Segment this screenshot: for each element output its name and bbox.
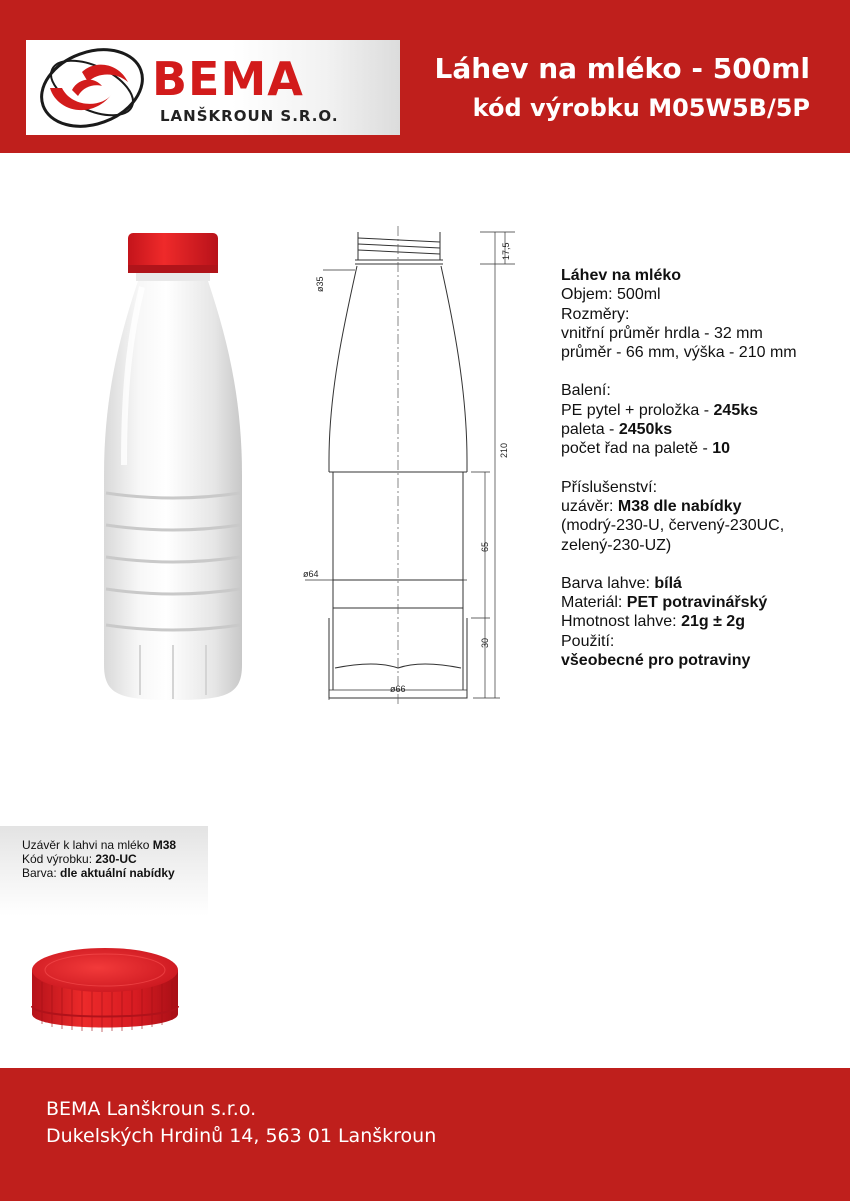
product-code: kód výrobku M05W5B/5P (472, 94, 810, 122)
spec-list (561, 266, 841, 670)
spec-pallet: paleta - 2450ks (561, 421, 673, 439)
logo-subtitle: LANŠKROUN S.R.O. (160, 107, 339, 125)
dim-base-diameter: ø66 (390, 684, 406, 694)
spec-weight: Hmotnost lahve: 21g ± 2g (561, 613, 745, 631)
cap-info-line-3: Barva: dle aktuální nabídky (22, 866, 175, 880)
logo-name: BEMA (152, 52, 304, 106)
cap-info-line-1: Uzávěr k lahvi na mléko M38 (22, 838, 177, 852)
spec-accessories-label: Příslušenství: (561, 478, 658, 496)
spec-bag: PE pytel + proložka - 245ks (561, 401, 759, 419)
footer (0, 1068, 850, 1201)
spec-size: průměr - 66 mm, výška - 210 mm (561, 344, 797, 362)
footer-address: Dukelských Hrdinů 14, 563 01 Lanškroun (46, 1125, 437, 1147)
header-banner (0, 0, 850, 153)
spec-cap-variants-2: zelený-230-UZ) (561, 536, 672, 554)
spec-color: Barva lahve: bílá (561, 574, 682, 592)
cap-info-line-2: Kód výrobku: 230-UC (22, 852, 137, 866)
page-title: Láhev na mléko - 500ml (434, 52, 810, 85)
spec-volume: Objem: 500ml (561, 286, 661, 304)
company-logo (26, 40, 400, 135)
dim-neck-diameter: ø35 (315, 276, 325, 292)
spec-usage-label: Použití: (561, 632, 615, 650)
spec-cap: uzávěr: M38 dle nabídky (561, 497, 742, 515)
technical-drawing (295, 220, 525, 710)
spec-neck: vnitřní průměr hrdla - 32 mm (561, 324, 763, 342)
footer-company: BEMA Lanškroun s.r.o. (46, 1098, 257, 1120)
dim-body-height: 65 (480, 541, 490, 552)
spec-packaging-label: Balení: (561, 382, 611, 400)
spec-material: Materiál: PET potravinářský (561, 594, 768, 612)
dim-base-height: 30 (480, 637, 490, 648)
spec-cap-variants-1: (modrý-230-U, červený-230UC, (561, 517, 785, 535)
bema-swirl-icon (32, 42, 152, 132)
dim-neck-height: 17,5 (501, 242, 511, 260)
bottle-photo (90, 225, 270, 715)
dim-total-height: 210 (499, 442, 509, 458)
spec-rows: počet řad na paletě - 10 (561, 440, 731, 458)
cap-info-box (0, 826, 208, 916)
spec-title: Láhev na mléko (561, 267, 682, 284)
dim-body-diameter: ø64 (303, 569, 319, 579)
cap-photo (28, 940, 183, 1040)
spec-dimensions-label: Rozměry: (561, 305, 630, 323)
spec-usage: všeobecné pro potraviny (561, 652, 751, 670)
